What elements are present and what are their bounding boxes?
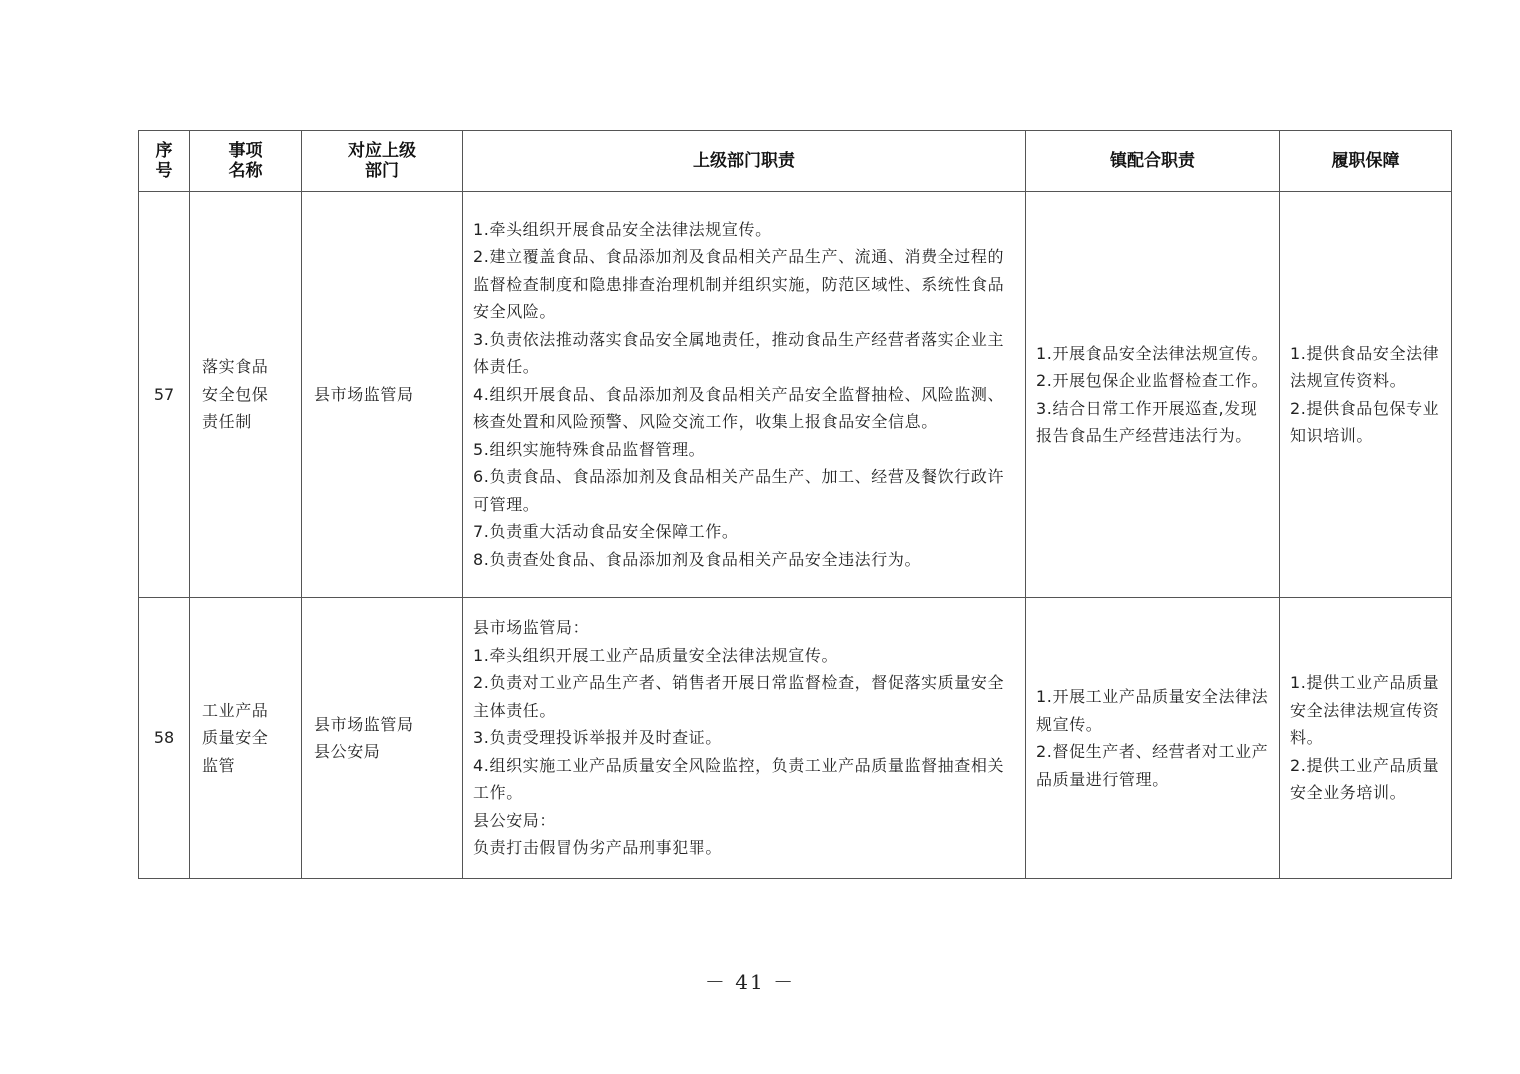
table-row bbox=[139, 598, 1452, 879]
item-name-line: 落实食品 bbox=[202, 357, 269, 377]
duty-item: 5.组织实施特殊食品监督管理。 bbox=[473, 439, 706, 459]
duty-item: 负责打击假冒伪劣产品刑事犯罪。 bbox=[473, 838, 723, 858]
dept-line: 县市场监管局 bbox=[314, 384, 414, 404]
upper-dept bbox=[302, 192, 463, 598]
header-town-duty: 镇配合职责 bbox=[1026, 131, 1280, 192]
town-duty-item: 1.开展食品安全法律法规宣传。 bbox=[1036, 343, 1269, 363]
header-no: 序 号 bbox=[139, 131, 190, 192]
guarantee-item: 2.提供工业产品质量安全业务培训。 bbox=[1290, 755, 1440, 803]
town-duty-item: 1.开展工业产品质量安全法律法规宣传。 bbox=[1036, 687, 1269, 734]
town-duty-item: 2.督促生产者、经营者对工业产品质量进行管理。 bbox=[1036, 742, 1269, 789]
town-duty-cell bbox=[1026, 598, 1280, 879]
item-name-line: 安全包保 bbox=[202, 384, 269, 404]
header-guarantee: 履职保障 bbox=[1280, 131, 1452, 192]
guarantee-item: 2.提供食品包保专业知识培训。 bbox=[1290, 398, 1440, 445]
duty-item: 3.负责受理投诉举报并及时查证。 bbox=[473, 728, 722, 748]
duty-item: 4.组织开展食品、食品添加剂及食品相关产品安全监督抽检、风险监测、核查处置和风险预警、风险交流工作，收集上报食品安全信息。 bbox=[473, 384, 1005, 432]
duty-item: 3.负责依法推动落实食品安全属地责任，推动食品生产经营者落实企业主体责任。 bbox=[473, 329, 1005, 377]
upper-dept bbox=[302, 598, 463, 879]
town-duty-cell bbox=[1026, 192, 1280, 598]
duty-item: 1.牵头组织开展食品安全法律法规宣传。 bbox=[473, 219, 772, 239]
header-item-name: 事项 名称 bbox=[190, 131, 302, 192]
item-name bbox=[190, 192, 302, 598]
guarantee-cell bbox=[1280, 192, 1452, 598]
table-row bbox=[139, 192, 1452, 598]
dept-line: 县市场监管局 bbox=[314, 714, 414, 734]
header-upper-duty: 上级部门职责 bbox=[463, 131, 1026, 192]
duty-item: 4.组织实施工业产品质量安全风险监控，负责工业产品质量监督抽查相关工作。 bbox=[473, 755, 1005, 803]
header-upper-dept: 对应上级 部门 bbox=[302, 131, 463, 192]
table-header-row bbox=[139, 131, 1452, 192]
duty-item: 县市场监管局： bbox=[473, 618, 590, 638]
duty-table bbox=[138, 130, 1452, 879]
item-name-line: 工业产品 bbox=[202, 700, 269, 720]
upper-duty-cell bbox=[463, 192, 1026, 598]
row-number: 58 bbox=[139, 598, 190, 879]
upper-duty-cell bbox=[463, 598, 1026, 879]
duty-item: 县公安局： bbox=[473, 810, 557, 830]
row-number: 57 bbox=[139, 192, 190, 598]
duty-item: 7.负责重大活动食品安全保障工作。 bbox=[473, 522, 739, 542]
dept-line: 县公安局 bbox=[314, 742, 381, 761]
duty-item: 6.负责食品、食品添加剂及食品相关产品生产、加工、经营及餐饮行政许可管理。 bbox=[473, 467, 1005, 514]
duty-item: 2.建立覆盖食品、食品添加剂及食品相关产品生产、流通、消费全过程的监督检查制度和隐患排查治理机制并组织实施，防范区域性、系统性食品安全风险。 bbox=[473, 247, 1005, 322]
page-number: － 41 － bbox=[704, 970, 796, 994]
guarantee-item: 1.提供食品安全法律法规宣传资料。 bbox=[1290, 343, 1440, 390]
item-name-line: 监管 bbox=[202, 755, 236, 775]
town-duty-item: 2.开展包保企业监督检查工作。 bbox=[1036, 371, 1269, 390]
item-name-line: 质量安全 bbox=[202, 728, 269, 748]
item-name bbox=[190, 598, 302, 879]
duty-item: 2.负责对工业产品生产者、销售者开展日常监督检查，督促落实质量安全主体责任。 bbox=[473, 673, 1005, 720]
duty-item: 1.牵头组织开展工业产品质量安全法律法规宣传。 bbox=[473, 645, 839, 665]
guarantee-item: 1.提供工业产品质量安全法律法规宣传资料。 bbox=[1290, 673, 1440, 748]
duty-item: 8.负责查处食品、食品添加剂及食品相关产品安全违法行为。 bbox=[473, 549, 922, 569]
guarantee-cell bbox=[1280, 598, 1452, 879]
item-name-line: 责任制 bbox=[202, 412, 252, 432]
town-duty-item: 3.结合日常工作开展巡查,发现报告食品生产经营违法行为。 bbox=[1036, 398, 1258, 445]
